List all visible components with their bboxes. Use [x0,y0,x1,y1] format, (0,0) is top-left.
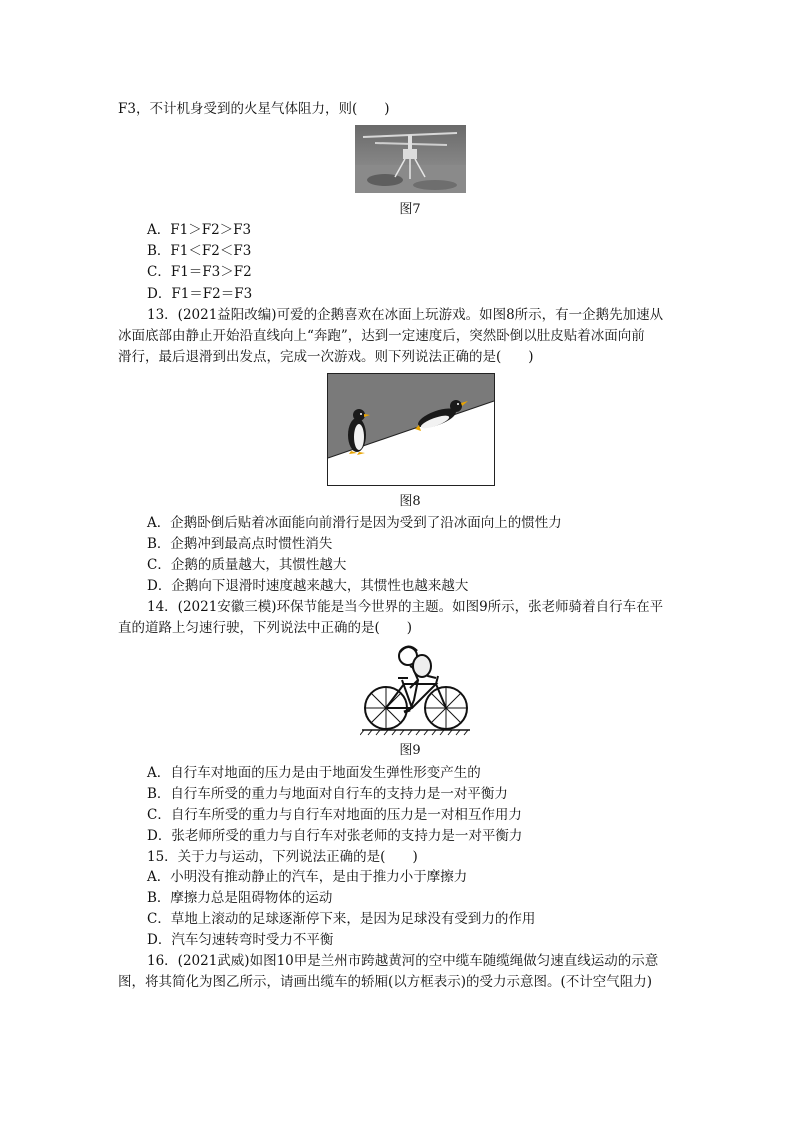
q14-stem-line-1: 14．(2021安徽三模)环保节能是当今世界的主题。如图9所示，张老师骑着自行车在平 [147,599,664,615]
q15-option-c: C．草地上滚动的足球逐渐停下来，是因为足球没有受到力的作用 [147,911,536,927]
q15-option-a: A．小明没有推动静止的汽车，是由于推力小于摩擦力 [147,869,468,885]
figure-9-caption: 图9 [399,743,421,758]
q12-option-a: A．F1＞F2＞F3 [147,222,252,238]
q13-option-b: B．企鹅冲到最高点时惯性消失 [147,536,333,552]
question-12-tail: F3，不计机身受到的火星气体阻力，则( ) [118,101,390,117]
figure-8-penguin-slope [327,373,495,486]
q16-stem-line-1: 16．(2021武威)如图10甲是兰州市跨越黄河的空中缆车随缆绳做匀速直线运动的示意 [147,953,659,969]
q12-option-d: D．F1＝F2＝F3 [147,286,253,302]
q13-option-c: C．企鹅的质量越大，其惯性越大 [147,557,347,573]
figure-8-caption: 图8 [399,494,421,509]
q14-stem-line-2: 直的道路上匀速行驶，下列说法中正确的是( ) [118,620,413,636]
q14-option-d: D．张老师所受的重力与自行车对张老师的支持力是一对平衡力 [147,828,523,844]
figure-9-cyclist [360,640,472,736]
figure-7-helicopter-photo [355,125,466,193]
q12-option-c: C．F1＝F3＞F2 [147,264,252,280]
q12-option-b: B．F1＜F2＜F3 [147,243,252,259]
q14-option-a: A．自行车对地面的压力是由于地面发生弹性形变产生的 [147,765,481,781]
q13-stem-line-2: 冰面底部由静止开始沿直线向上“奔跑”，达到一定速度后，突然卧倒以肚皮贴着冰面向前 [118,328,645,344]
q13-stem-line-3: 滑行，最后退滑到出发点，完成一次游戏。则下列说法正确的是( ) [118,349,534,365]
q14-option-b: B．自行车所受的重力与地面对自行车的支持力是一对平衡力 [147,786,508,802]
figure-7-caption: 图7 [399,202,421,217]
q15-option-b: B．摩擦力总是阻碍物体的运动 [147,890,333,906]
q13-stem-line-1: 13．(2021益阳改编)可爱的企鹅喜欢在冰面上玩游戏。如图8所示，有一企鹅先加速从 [147,307,664,323]
q16-stem-line-2: 图，将其简化为图乙所示，请画出缆车的轿厢(以方框表示)的受力示意图。(不计空气阻力) [118,974,653,990]
q13-option-d: D．企鹅向下退滑时速度越来越大，其惯性也越来越大 [147,578,469,594]
q15-stem: 15．关于力与运动，下列说法正确的是( ) [147,849,418,865]
q13-option-a: A．企鹅卧倒后贴着冰面能向前滑行是因为受到了沿冰面向上的惯性力 [147,515,562,531]
q15-option-d: D．汽车匀速转弯时受力不平衡 [147,932,334,948]
q14-option-c: C．自行车所受的重力与自行车对地面的压力是一对相互作用力 [147,807,522,823]
